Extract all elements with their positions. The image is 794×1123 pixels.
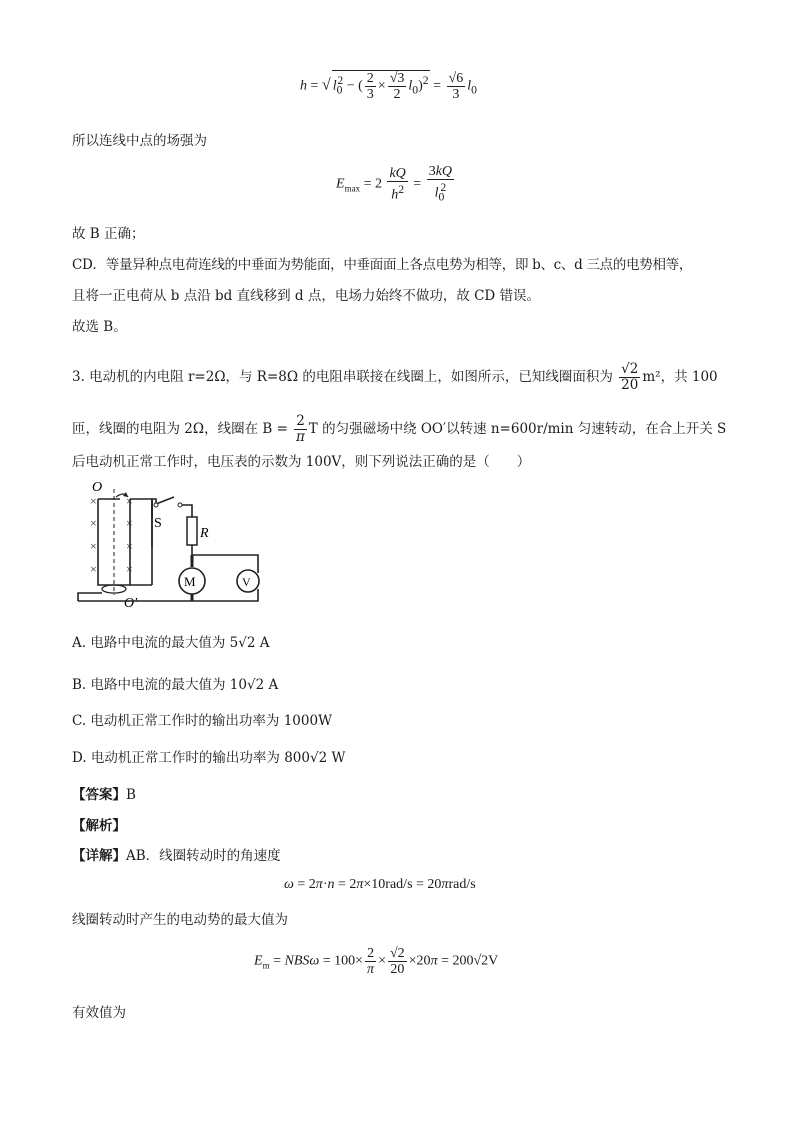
question-text-c: T 的匀强磁场中绕 OO′以转速 n=600r/min 匀速转动，在合上开关 S: [308, 421, 727, 437]
circuit-diagram: [70, 477, 270, 617]
option-c[interactable]: C. 电动机正常工作时的输出功率为 1000W: [72, 713, 332, 729]
question-text-b: 匝，线圈的电阻为 2Ω，线圈在 B =: [72, 421, 288, 437]
answer-line: [72, 785, 136, 805]
svg-text:×: ×: [90, 539, 97, 553]
magnetic-field-crosses: [90, 494, 133, 576]
text-line-5: 故选 B。: [72, 319, 127, 335]
svg-text:×: ×: [126, 562, 133, 576]
option-b[interactable]: B. 电路中电流的最大值为 10√2 A: [72, 677, 279, 693]
text-line-2: 故 B 正确；: [72, 226, 145, 242]
text-line-1: 所以连线中点的场强为: [72, 133, 207, 149]
label-m: M: [184, 574, 196, 589]
label-v: V: [242, 575, 251, 589]
question-text-area-unit: m²，共 100: [642, 369, 718, 385]
label-s: S: [154, 516, 162, 531]
detail-line: [72, 846, 281, 866]
area-fraction: $\frac{√2}{20}$: [621, 361, 639, 393]
text-line-3: CD．等量异种点电荷连线的中垂面为势能面，中垂面面上各点电势为相等，即 b、c、d 三点的电势相等，: [72, 257, 693, 273]
coil: [98, 499, 152, 585]
detail-text: AB．线圈转动时的角速度: [126, 848, 281, 864]
b-field-fraction: $\frac{2}{\pi}$: [296, 413, 305, 445]
question-line-1: [72, 362, 718, 393]
option-d[interactable]: D. 电动机正常工作时的输出功率为 800√2 W: [72, 750, 346, 766]
svg-text:×: ×: [90, 516, 97, 530]
text-line-4: 且将一正电荷从 b 点沿 bd 直线移到 d 点，电场力始终不做功，故 CD 错误。: [72, 288, 541, 304]
formula-emax: $E_{max} = 2$ $\frac{kQ}{h^2}$ = $\frac{3kQ}{l_0^2}$: [336, 164, 453, 204]
formula-omega: ω = 2π·n = 2π×10rad/s = 20πrad/s: [284, 877, 476, 892]
label-o-prime: O′: [124, 596, 138, 611]
question-line-3: 后电动机正常工作时，电压表的示数为 100V，则下列说法正确的是（ ）: [72, 454, 531, 470]
svg-text:×: ×: [126, 539, 133, 553]
question-text-a: 3. 电动机的内电阻 r=2Ω，与 R=8Ω 的电阻串联接在线圈上，如图所示，已知线圈面积为: [72, 369, 613, 385]
formula-em: $E_m = NBS\omega = 100\times$ $\frac{2}{\pi}$ × $\frac{√2}{20}$ ×20π = 200√2V: [254, 946, 499, 977]
svg-text:×: ×: [126, 516, 133, 530]
answer-tag: 【答案】: [72, 787, 126, 803]
label-o: O: [92, 480, 103, 495]
analysis-tag: 【解析】: [72, 818, 126, 834]
answer-value: B: [126, 787, 136, 803]
svg-text:×: ×: [90, 494, 97, 508]
question-line-2: [72, 414, 726, 445]
label-r: R: [200, 526, 209, 541]
svg-text:×: ×: [126, 494, 133, 508]
detail-tag: 【详解】: [72, 848, 126, 864]
svg-text:×: ×: [90, 562, 97, 576]
resistor: [187, 517, 197, 545]
emf-intro: 线圈转动时产生的电动势的最大值为: [72, 912, 288, 928]
option-a[interactable]: A. 电路中电流的最大值为 5√2 A: [72, 635, 270, 651]
formula-height: h = √ $l_0^2$ − ( $\frac{2}{3}$ × $\frac{√3}{2}$ $l_0)^2$ = $\frac{√6}{3}$ $l_0$: [300, 71, 477, 102]
effective-value-text: 有效值为: [72, 1005, 126, 1021]
